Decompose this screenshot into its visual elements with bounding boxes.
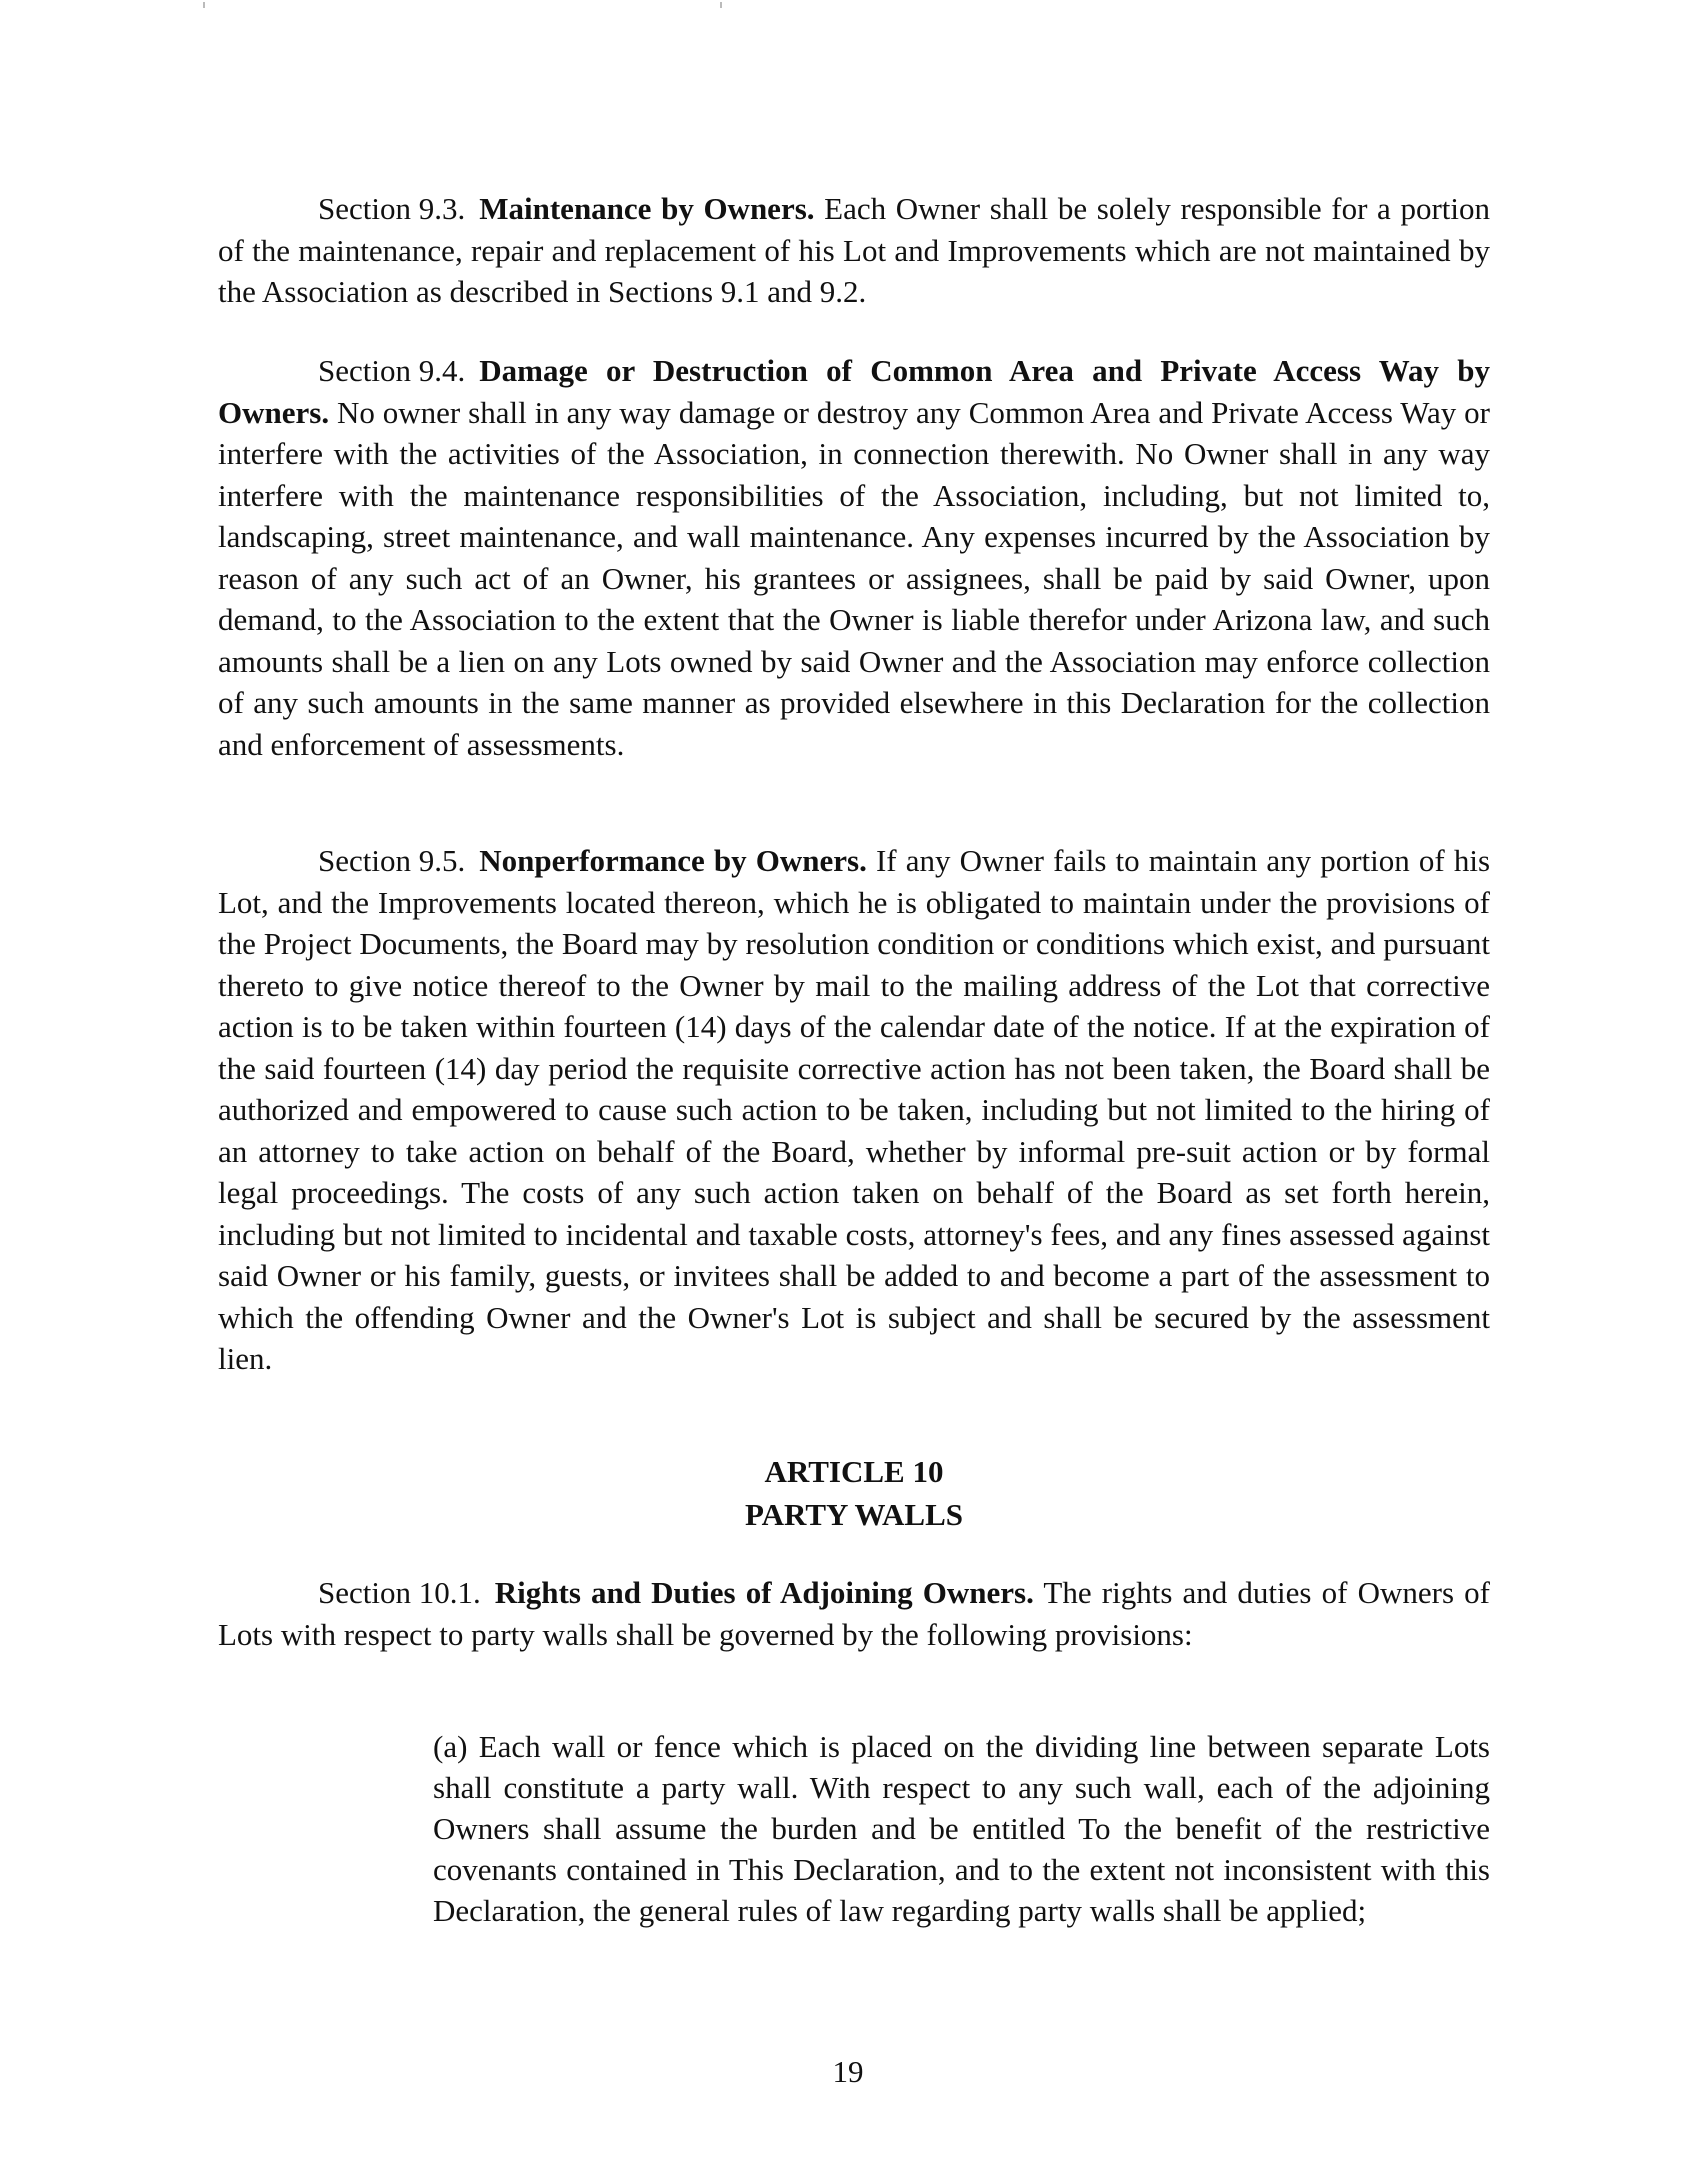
section-heading: Damage or Destruction of Common Area and Private Access Way by Owners. [218,353,1490,430]
page-number: 19 [832,2054,864,2089]
section-number: Section 9.5. [318,843,466,878]
section-9-4-paragraph [218,350,1490,765]
article-heading [218,1450,1490,1536]
section-heading: Rights and Duties of Adjoining Owners. [494,1575,1034,1610]
section-9-3-paragraph [218,188,1490,313]
section-10-1-paragraph [218,1572,1490,1655]
scan-artifact-mark [203,2,205,8]
section-body: If any Owner fails to maintain any portion of his Lot, and the Improvements located thereon, which he is obligated to maintain under the provisions of the Project Documents, the Board may by resolution condition or conditions which exist, and pursuant thereto to give notice thereof to the Owner by mail to the mailing address of the Lot that corrective action is to be taken within fourteen (14) days of the calendar date of the notice. If at the expiration of the said fourteen (14) day period the requisite corrective action has not been taken, the Board shall be authorized and empowered to cause such action to be taken, including but not limited to the hiring of an attorney to take action on behalf of the Board, whether by informal pre-suit action or by formal legal proceedings. The costs of any such action taken on behalf of the Board as set forth herein, including but not limited to incidental and taxable costs, attorney's fees, and any fines assessed against said Owner or his family, guests, or invitees shall be added to and become a part of the assessment to which the offending Owner and the Owner's Lot is subject and shall be secured by the assessment lien. [218,843,1491,1376]
section-body: The rights and duties of Owners of Lots with respect to party walls shall be governed by the following provisions: [218,1575,1490,1652]
article-number: ARTICLE 10 [764,1454,944,1489]
section-heading: Maintenance by Owners. [479,191,815,226]
section-9-5-paragraph [218,840,1490,1380]
scan-artifact-mark [720,2,722,8]
subsection-a-paragraph: (a) Each wall or fence which is placed on the dividing line between separate Lots shall constitute a party wall. With respect to any such wall, each of the adjoining Owners shall assume the burden and be entitled To the benefit of the restrictive covenants contained in This Declaration, and to the extent not inconsistent with this Declaration, the general rules of law regarding party walls shall be applied; [433,1729,1490,1928]
section-body: Each Owner shall be solely responsible for a portion of the maintenance, repair and replacement of his Lot and Improvements which are not maintained by the Association as described in Sections 9.1 and 9.2. [218,191,1490,309]
section-body: No owner shall in any way damage or destroy any Common Area and Private Access Way or interfere with the activities of the Association, in connection therewith. No Owner shall in any way interfere with the maintenance responsibilities of the Association, including, but not limited to, landscaping, street maintenance, and wall maintenance. Any expenses incurred by the Association by reason of any such act of an Owner, his grantees or assignees, shall be paid by said Owner, upon demand, to the Association to the extent that the Owner is liable therefor under Arizona law, and such amounts shall be a lien on any Lots owned by said Owner and the Association may enforce collection of any such amounts in the same manner as provided elsewhere in this Declaration for the collection and enforcement of assessments. [218,394,1490,762]
section-heading: Nonperformance by Owners. [479,843,867,878]
section-number: Section 9.4. [318,353,466,388]
section-number: Section 9.3. [318,191,466,226]
section-number: Section 10.1. [318,1575,481,1610]
article-title: PARTY WALLS [745,1497,963,1532]
